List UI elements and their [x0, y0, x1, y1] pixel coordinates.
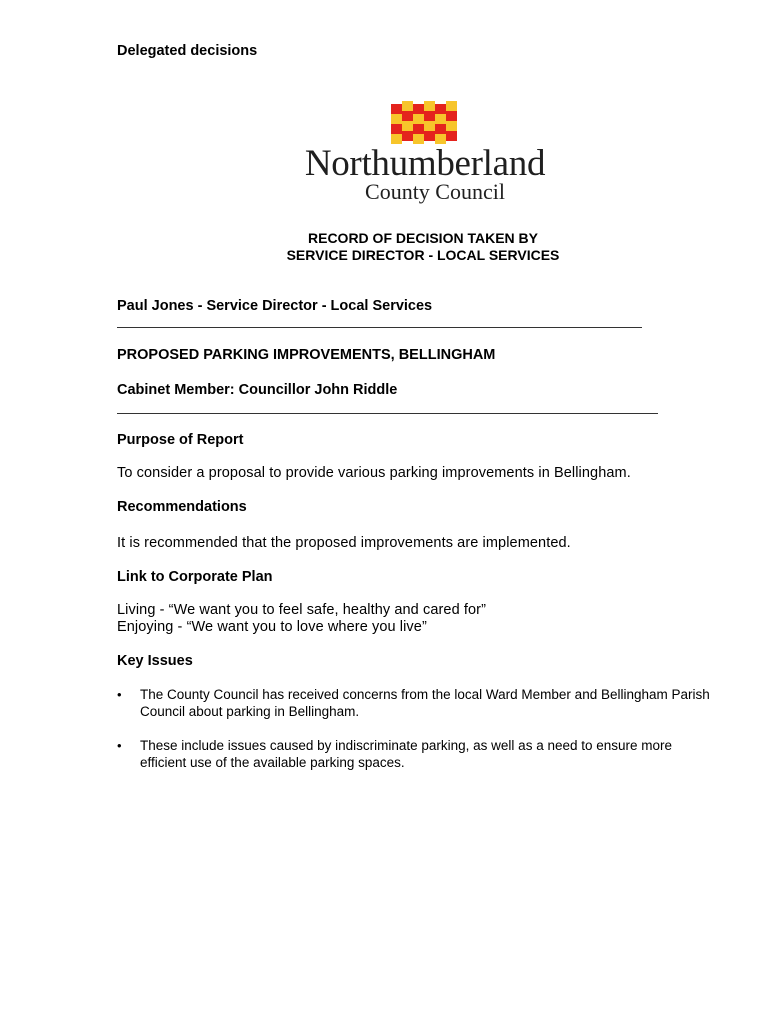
recommendations-text: It is recommended that the proposed improvements are implemented. [117, 535, 571, 551]
flag-cell [391, 104, 402, 114]
flag-cell [446, 111, 457, 121]
flag-cell [424, 101, 435, 111]
cabinet-member: Cabinet Member: Councillor John Riddle [117, 382, 398, 398]
list-item [117, 737, 717, 771]
document-header-label: Delegated decisions [117, 43, 258, 59]
divider-2 [117, 413, 658, 414]
flag-cell [424, 131, 435, 141]
flag-cell [446, 101, 457, 111]
flag-cell [446, 131, 457, 141]
bullet-icon: • [117, 687, 122, 702]
officer-line: Paul Jones - Service Director - Local Services [117, 298, 433, 314]
list-item-text: These include issues caused by indiscriminate parking, as well as a need to ensure more efficient use of the available parking spaces. [140, 738, 673, 770]
flag-cell [435, 104, 446, 114]
flag-cell [391, 114, 402, 124]
flag-cell [435, 124, 446, 134]
flag-cell [402, 101, 413, 111]
list-item-text: The County Council has received concerns from the local Ward Member and Bellingham Parish Council about parking in Bellingham. [140, 687, 710, 719]
decision-title [117, 230, 729, 264]
decision-title-line-1: RECORD OF DECISION TAKEN BY [308, 230, 538, 246]
flag-cell [424, 111, 435, 121]
flag-cell [413, 104, 424, 114]
council-logo [280, 100, 570, 210]
flag-cell [413, 114, 424, 124]
divider-1 [117, 327, 642, 328]
corporate-plan-living: Living - “We want you to feel safe, healthy and cared for” [117, 602, 487, 618]
flag-cell [424, 121, 435, 131]
purpose-text: To consider a proposal to provide various parking improvements in Bellingham. [117, 465, 631, 481]
logo-subname: County Council [365, 179, 505, 204]
key-issues-list [117, 686, 717, 788]
flag-cell [402, 111, 413, 121]
flag-cell [402, 121, 413, 131]
bullet-icon: • [117, 738, 122, 753]
logo-name: Northumberland [304, 143, 546, 184]
flag-cell [435, 114, 446, 124]
key-issues-heading: Key Issues [117, 653, 193, 669]
flag-cell [446, 121, 457, 131]
recommendations-heading: Recommendations [117, 499, 247, 515]
corporate-plan-enjoying: Enjoying - “We want you to love where you live” [117, 619, 427, 635]
list-item [117, 686, 717, 720]
flag-cell [402, 131, 413, 141]
proposal-title: PROPOSED PARKING IMPROVEMENTS, BELLINGHAM [117, 347, 496, 363]
flag-cell [391, 124, 402, 134]
decision-title-line-2: SERVICE DIRECTOR - LOCAL SERVICES [286, 247, 560, 263]
purpose-heading: Purpose of Report [117, 432, 244, 448]
northumberland-flag-icon [388, 100, 460, 146]
flag-cell [413, 124, 424, 134]
corporate-plan-heading: Link to Corporate Plan [117, 569, 273, 585]
